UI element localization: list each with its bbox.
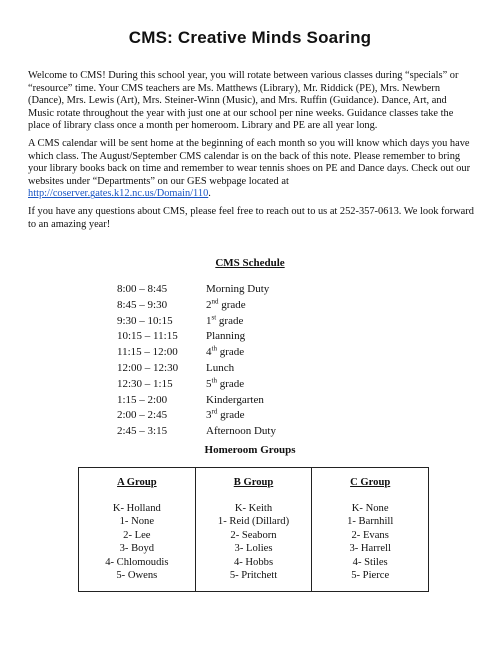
schedule-activity-text: Afternoon Duty bbox=[206, 425, 276, 438]
schedule-activity-text: 5 bbox=[206, 377, 212, 390]
group-member: K- Holland bbox=[112, 503, 161, 514]
schedule-row bbox=[117, 282, 357, 298]
contact-paragraph: If you have any questions about CMS, please feel free to reach out to us at 252-357-0613. We look forward to an amazing year! bbox=[28, 206, 474, 230]
calendar-paragraph-text: A CMS calendar will be sent home at the beginning of each month so you will know which days you have which class. The August/September CMS calendar is on the back of this note. Please remember to bring your library books back on time and remember to wear tennis shoes on PE and Dance days. Check out our websites under “Departments” on our GES webpage located at bbox=[28, 138, 471, 187]
schedule-time: 9:30 – 10:15 bbox=[117, 314, 173, 327]
domain-link[interactable]: http://coserver.gates.k12.nc.us/Domain/110 bbox=[28, 188, 209, 200]
schedule-activity bbox=[206, 314, 243, 330]
group-member: 3- Boyd bbox=[119, 543, 155, 555]
group-member: K- Keith bbox=[234, 503, 273, 514]
homeroom-title: Homeroom Groups bbox=[204, 444, 296, 456]
schedule-row bbox=[117, 424, 357, 440]
schedule-activity-text: 3 bbox=[206, 409, 212, 422]
group-name: A Group bbox=[117, 477, 157, 488]
group-name: B Group bbox=[233, 477, 274, 488]
schedule-activity bbox=[206, 282, 269, 298]
ordinal-suffix: rd bbox=[211, 407, 218, 416]
group-member: 4- Hobbs bbox=[233, 556, 274, 568]
group-member-list bbox=[312, 502, 428, 582]
schedule-activity-text: Kindergarten bbox=[206, 393, 264, 406]
calendar-paragraph bbox=[28, 138, 474, 201]
homeroom-group-column bbox=[195, 468, 312, 591]
schedule-time: 2:45 – 3:15 bbox=[117, 425, 168, 438]
grade-word: grade bbox=[216, 346, 245, 359]
link-period: . bbox=[208, 188, 211, 200]
schedule-row bbox=[117, 298, 357, 314]
schedule-activity-text: Morning Duty bbox=[206, 283, 270, 295]
schedule-activity bbox=[206, 329, 245, 345]
schedule-row bbox=[117, 329, 357, 345]
schedule-activity-text: 2 bbox=[206, 298, 212, 311]
schedule-time: 11:15 – 12:00 bbox=[117, 346, 178, 359]
group-name: C Group bbox=[350, 477, 391, 488]
schedule-activity bbox=[206, 393, 264, 409]
grade-word: grade bbox=[217, 409, 245, 422]
group-member: 4- Chlomoudis bbox=[105, 556, 169, 568]
group-member: 5- Pierce bbox=[351, 569, 390, 581]
group-member: 2- Seaborn bbox=[230, 529, 277, 541]
group-member-list bbox=[196, 502, 312, 582]
schedule-activity-text: 1 bbox=[206, 314, 212, 327]
group-member: 1- Barnhill bbox=[347, 516, 394, 528]
group-member: 4- Stiles bbox=[352, 556, 388, 568]
schedule-time: 2:00 – 2:45 bbox=[117, 409, 168, 422]
schedule-time: 12:00 – 12:30 bbox=[117, 361, 179, 374]
schedule-row bbox=[117, 314, 357, 330]
ordinal-suffix: th bbox=[211, 344, 217, 353]
schedule-row bbox=[117, 361, 357, 377]
ordinal-suffix: st bbox=[211, 312, 217, 321]
schedule-title: CMS Schedule bbox=[215, 257, 285, 269]
schedule-row bbox=[117, 377, 357, 393]
grade-word: grade bbox=[216, 377, 245, 390]
welcome-paragraph: Welcome to CMS! During this school year, you will rotate between various classes during “specials” or “resource” time. Your CMS teachers are Ms. Matthews (Library), Mr. Riddick (PE), Mrs. Newbern (Dance), Mrs. Lewis (Art), Mrs. Steiner-Winn (Music), and Mrs. Ruffin (Guidance). Dance, Art, and Music rotate throughout the year with just one at our school per nine weeks. Guidance classes take the place of library class once a month per homeroom. Library and PE are all year long. bbox=[28, 70, 459, 132]
group-member: 5- Owens bbox=[116, 569, 158, 581]
schedule-activity-text: Lunch bbox=[206, 361, 235, 374]
group-member: 2- Lee bbox=[123, 529, 151, 541]
group-member: 3- Harrell bbox=[349, 543, 391, 555]
grade-word: grade bbox=[216, 314, 244, 327]
grade-word: grade bbox=[218, 298, 246, 311]
group-member: 3- Lolies bbox=[234, 543, 273, 555]
schedule-activity bbox=[206, 424, 276, 440]
document-title: CMS: Creative Minds Soaring bbox=[128, 28, 372, 47]
schedule-list bbox=[117, 282, 357, 440]
schedule-activity bbox=[206, 345, 244, 361]
schedule-row bbox=[117, 393, 357, 409]
group-member-list bbox=[79, 502, 195, 582]
schedule-row bbox=[117, 345, 357, 361]
group-member: 2- Evans bbox=[351, 529, 389, 541]
schedule-row bbox=[117, 408, 357, 424]
group-member: K- None bbox=[351, 503, 389, 514]
schedule-time: 8:00 – 8:45 bbox=[117, 283, 168, 295]
schedule-time: 1:15 – 2:00 bbox=[117, 393, 168, 406]
homeroom-group-column bbox=[79, 468, 195, 591]
schedule-activity-text: Planning bbox=[206, 330, 246, 343]
schedule-activity bbox=[206, 377, 244, 393]
group-member: 1- Reid (Dillard) bbox=[217, 516, 290, 528]
homeroom-group-column bbox=[311, 468, 428, 591]
schedule-time: 8:45 – 9:30 bbox=[117, 298, 168, 311]
homeroom-table bbox=[78, 467, 429, 592]
schedule-time: 10:15 – 11:15 bbox=[117, 330, 178, 343]
schedule-activity-text: 4 bbox=[206, 346, 212, 359]
schedule-time: 12:30 – 1:15 bbox=[117, 377, 173, 390]
group-member: 1- None bbox=[119, 516, 155, 528]
schedule-activity bbox=[206, 408, 245, 424]
schedule-activity bbox=[206, 298, 246, 314]
ordinal-suffix: nd bbox=[211, 297, 219, 306]
group-member: 5- Pritchett bbox=[229, 569, 278, 581]
ordinal-suffix: th bbox=[211, 376, 217, 385]
schedule-activity bbox=[206, 361, 234, 377]
